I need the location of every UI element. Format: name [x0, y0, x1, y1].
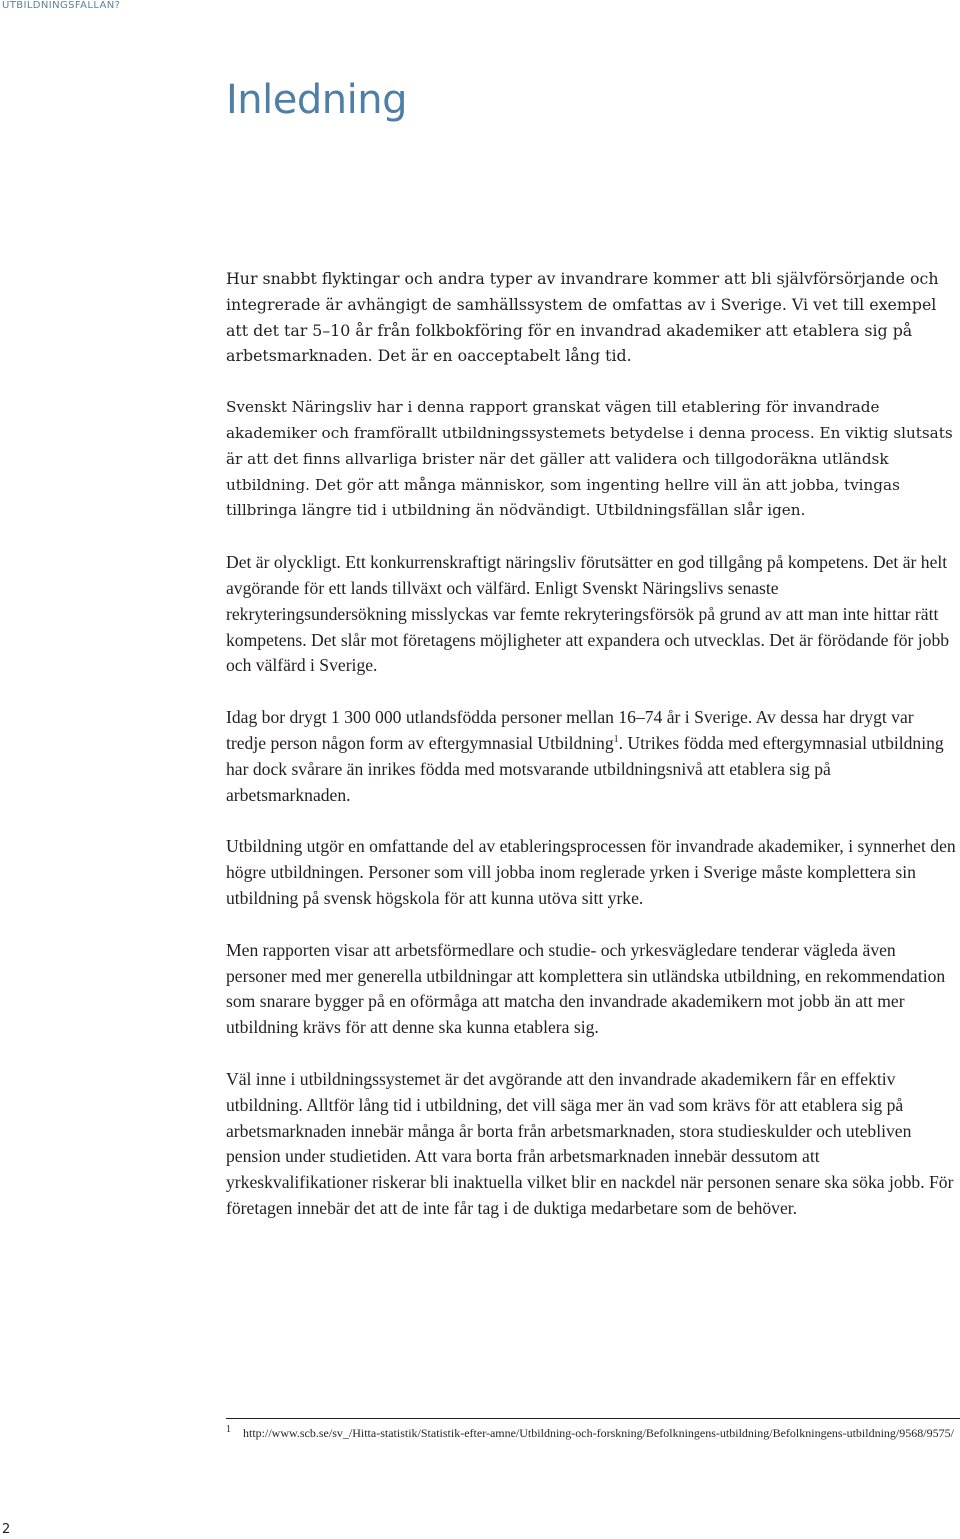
page-number: 2: [2, 1522, 11, 1537]
running-header: UTBILDNINGSFÄLLAN?: [2, 0, 121, 11]
paragraph-1: Hur snabbt flyktingar och andra typer av invandrare kommer att bli självförsörjande och integrerade är avhängigt de samhällssystem de omfattas av i Sverige. Vi vet till exempel att det tar 5–10 år från folkbokföring för en invandrad akademiker att etablera sig på arbetsmarknaden. Det är en oacceptabelt lång tid.: [226, 269, 939, 366]
paragraph-3: Det är olyckligt. Ett konkurrenskraftigt näringsliv förutsätter en god tillgång på kompetens. Det är helt avgörande för ett lands tillväxt och välfärd. Enligt Svenskt Näringslivs senaste rekryteringsundersökning misslyckas var femte rekryteringsförsök på grund av att man inte hittar rätt kompetens. Det slår mot företagens möjligheter att expandera och utvecklas. Det är förödande för jobb och välfärd i Sverige.: [226, 552, 950, 676]
footnote-link[interactable]: http://www.scb.se/sv_/Hitta-statistik/Statistik-efter-amne/Utbildning-och-forskning/Befolkningens-utbildning/Befolkningens-utbildning/9568/9575/: [243, 1426, 954, 1440]
paragraph-4-text-b: . Utrikes födda med eftergymnasial utbildning har dock svårare än inrikes födda med motsvarande utbildningsnivå att etablera sig på arbetsmarknaden.: [226, 732, 944, 805]
paragraph-6: Men rapporten visar att arbetsförmedlare och studie- och yrkesvägledare tenderar vägleda även personer med mer generella utbildningar att komplettera sin utländska utbildning, en rekommendation som snarare bygger på en oförmåga att matcha den invandrade akademikern mot jobb än att mer utbildning krävs för att denne ska kunna etablera sig.: [226, 939, 946, 1038]
paragraph-4-text-a: Idag bor drygt 1 300 000 utlandsfödda personer mellan 16–74 år i Sverige. Av dessa har drygt var tredje person någon form av eftergymnasial Utbildning: [226, 707, 914, 753]
footnote: [226, 1424, 958, 1444]
paragraph-4: [226, 705, 958, 808]
page-title: Inledning: [226, 77, 407, 123]
footnote-reference: 1: [613, 734, 619, 746]
footnote-divider: [226, 1418, 960, 1419]
paragraph-7: Väl inne i utbildningssystemet är det avgörande att den invandrade akademikern får en effektiv utbildning. Alltför lång tid i utbildning, det vill säga mer än vad som krävs för att etablera sig på arbetsmarknaden innebär många år borta från arbetsmarknaden, stora studieskulder och utebliven pension under studietiden. Att vara borta från arbetsmarknaden innebär dessutom att yrkeskvalifikationer riskerar bli inaktuella vilket blir en nackdel när personen senare ska söka jobb. För företagen innebär det att de inte får tag i de duktiga medarbetare som de behöver.: [226, 1068, 954, 1218]
paragraph-2: Svenskt Näringsliv har i denna rapport granskat vägen till etablering för invandrade akademiker och framförallt utbildningssystemets betydelse i denna process. En viktig slutsats är att det finns allvarliga brister när det gäller att validera och tillgodoräkna utländsk utbildning. Det gör att många människor, som ingenting hellre vill än att jobba, tvingas tillbringa längre tid i utbildning än nödvändigt. Utbildningsfällan slår igen.: [226, 398, 953, 520]
body-text: [226, 266, 958, 1248]
paragraph-5: Utbildning utgör en omfattande del av etableringsprocessen för invandrade akademiker, i synnerhet den högre utbildningen. Personer som vill jobba inom reglerade yrken i Sverige måste komplettera sin utbildning på svensk högskola för att kunna utöva sitt yrke.: [226, 836, 956, 908]
footnote-number: 1: [226, 1424, 231, 1435]
